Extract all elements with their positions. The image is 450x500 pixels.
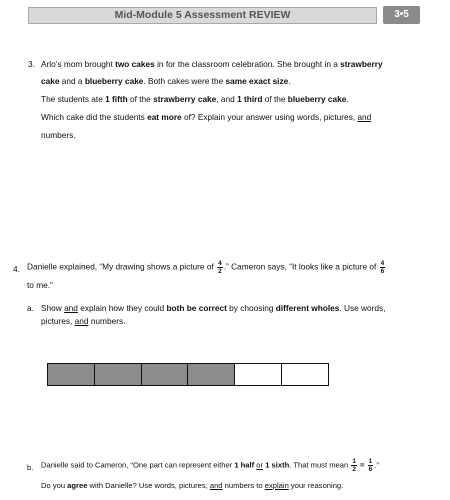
q3-line-1: Arlo’s mom brought two cakes in for the classroom celebration. She brought in a strawberry	[41, 59, 383, 69]
q4a-label: a.	[27, 303, 34, 313]
q3-line-3: The students ate 1 fifth of the strawberry cake, and 1 third of the blueberry cake.	[41, 94, 349, 104]
tape-part-shaded	[142, 364, 189, 385]
fraction-four-halves: $\frac{4}{2}$	[218, 260, 222, 275]
fraction-one-sixth: $\frac{1}{6}$	[368, 458, 373, 473]
tape-diagram	[47, 363, 329, 386]
q4-number: 4.	[13, 264, 20, 274]
tape-part-shaded	[95, 364, 142, 385]
q4b-label: b.	[27, 463, 34, 472]
q4-line-2: to me.”	[27, 280, 53, 290]
grade-module-badge: 3•5	[383, 6, 420, 24]
header-title: Mid-Module 5 Assessment REVIEW	[28, 7, 377, 24]
q3-number: 3.	[28, 59, 35, 69]
tape-part-empty	[282, 364, 328, 385]
q4-line-1: Danielle explained, “My drawing shows a picture of $\frac{4}{2}$ .” Cameron says, “It looks like a picture of $\frac{4}{6}$	[27, 260, 385, 275]
q4a-line-2: pictures, and numbers.	[41, 316, 126, 326]
q3-line-5: numbers.	[41, 130, 76, 140]
tape-part-shaded	[188, 364, 235, 385]
q3-line-2: cake and a blueberry cake. Both cakes were the same exact size.	[41, 76, 291, 86]
q3-line-4: Which cake did the students eat more of? Explain your answer using words, pictures, and	[41, 112, 372, 122]
q4b-line-1: Danielle said to Cameron, “One part can represent either 1 half or 1 sixth. That must mean $\frac{1}{2}$ = $\frac{1}{6}$ .”	[41, 458, 379, 473]
tape-part-empty	[235, 364, 282, 385]
fraction-four-sixths: $\frac{4}{6}$	[380, 260, 385, 275]
q4a-line-1: Show and explain how they could both be correct by choosing different wholes. Use words,	[41, 303, 386, 313]
fraction-one-half: $\frac{1}{2}$	[352, 458, 356, 473]
page-header	[0, 4, 450, 24]
tape-part-shaded	[48, 364, 95, 385]
q4b-line-2: Do you agree with Danielle? Use words, pictures, and numbers to explain your reasoning.	[41, 481, 344, 490]
